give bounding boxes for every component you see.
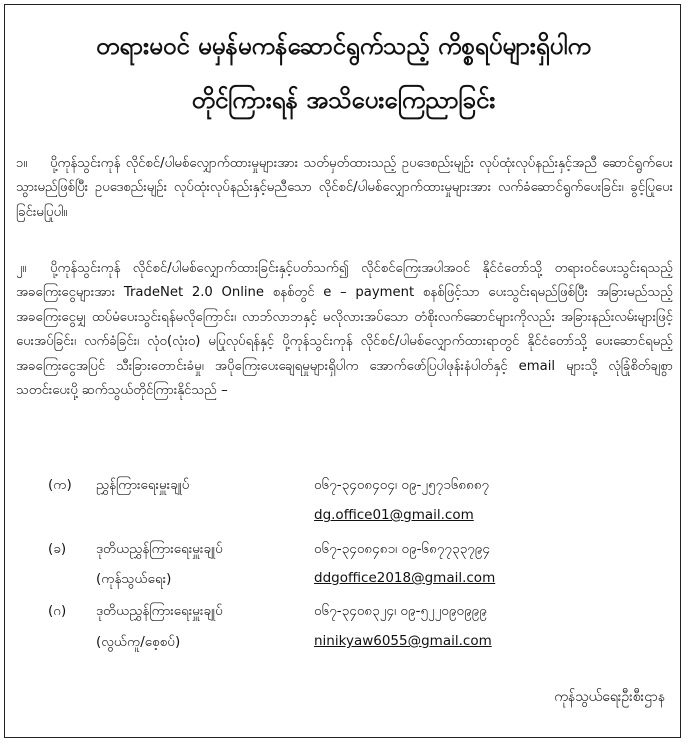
- paragraph-1-text: ပို့ကုန်သွင်းကုန် လိုင်စင်/ပါမစ်လျှောက်ထားမှုများအား သတ်မှတ်ထားသည့် ဥပဒေစည်းမျဉ်း လုပ်ထုံးလုပ်နည်းနှင့်အညီ ဆောင်ရွက်ပေးသွားမည်ဖြစ်ပြီး ဥပဒေစည်းမျဉ်း လုပ်ထုံးလုပ်နည်းနှင့်မညီသော လိုင်စင်/ပါမစ်လျှောက်ထားမှုများအား လက်ခံဆောင်ရွက်ပေးခြင်း၊ ခွင့်ပြုပေးခြင်းမပြုပါ။: [16, 156, 673, 220]
- notice-title-line2: တိုင်ကြားရန် အသိပေးကြေညာခြင်း: [191, 86, 496, 114]
- contact-1-phone: ၀၆၇-၃၄၀၈၄၀၄၊ ၀၉-၂၅၇၁၆၈၈၈၇: [314, 477, 490, 493]
- contact-3-email[interactable]: ninikyaw6055@gmail.com: [314, 633, 492, 649]
- contact-3-index: (ဂ): [48, 603, 67, 619]
- contact-2-email[interactable]: ddgoffice2018@gmail.com: [314, 570, 496, 586]
- contact-3-subtitle: (လွယ်ကူ/စေ့စပ်): [96, 634, 181, 650]
- paragraph-2: [16, 257, 673, 403]
- contact-2-name: ဒုတိယညွှန်ကြားရေးမှူးချုပ်: [96, 541, 223, 557]
- paragraph-2-number: ၂။: [16, 261, 27, 276]
- paragraph-2-text: ပို့ကုန်သွင်းကုန် လိုင်စင်/ပါမစ်လျှောက်ထားခြင်းနှင့်ပတ်သက်၍ လိုင်စင်ကြေးအပါအဝင် နိုင်ငံတော်သို့ တရားဝင်ပေးသွင်းရသည့် အခကြေးငွေများအား TradeNet 2.0 Online စနစ်တွင် e – payment စနစ်ဖြင့်သာ ပေးသွင်းရမည်ဖြစ်ပြီး အခြားမည်သည့်အခကြေးငွေမျှ ထပ်မံပေးသွင်းရန်မလိုကြောင်း၊ လာဘ်လာဘနှင့် မလိုလားအပ်သော တံစိုးလက်ဆောင်များကိုလည်း အခြားနည်းလမ်းများဖြင့် ပေးအပ်ခြင်း၊ လက်ခံခြင်း၊ လုံ၀(လုံး၀) မပြုလုပ်ရန်နှင့် ပို့ကုန်သွင်းကုန် လိုင်စင်/ပါမစ်လျှောက်ထားရာတွင် နိုင်ငံတော်သို့ ပေးဆောင်ရမည့် အခကြေးငွေအပြင် သီးခြားတောင်းခံမှု၊ အပိုကြေးပေးချေရမှုများရှိပါက အောက်ဖော်ပြပါဖုန်းနံပါတ်နှင့် email များသို့ လုံခြုံစိတ်ချစွာ သတင်းပေးပို့ ဆက်သွယ်တိုင်ကြားနိုင်သည် –: [16, 261, 673, 399]
- contact-2-subtitle: (ကုန်သွယ်ရေး): [96, 571, 172, 587]
- contact-3-name: ဒုတိယညွှန်ကြားရေးမှူးချုပ်: [96, 603, 223, 619]
- contact-1-name: ညွှန်ကြားရေးမှူးချုပ်: [96, 477, 190, 493]
- contact-2-index: (ခ): [48, 541, 67, 557]
- contact-2-phone: ၀၆၇-၃၄၀၈၄၈၁၊ ၀၉-၆၈၇၇၃၃၇၉၄: [314, 541, 490, 557]
- notice-title-line1: တရားမဝင် မမှန်မကန်ဆောင်ရွက်သည့် ကိစ္စရပ်များရှိပါက: [96, 32, 591, 60]
- contact-1-email[interactable]: dg.office01@gmail.com: [314, 507, 474, 523]
- paragraph-1-number: ၁။: [16, 156, 28, 171]
- issuing-department: ကုန်သွယ်ရေးဦးစီးဌာန: [554, 689, 665, 705]
- contact-3-phone: ၀၆၇-၃၄၀၈၃၂၄၊ ၀၉-၅၂၂၀၉၀၉၉၉: [314, 603, 487, 619]
- contact-1-index: (က): [48, 477, 72, 493]
- paragraph-1: [16, 152, 673, 225]
